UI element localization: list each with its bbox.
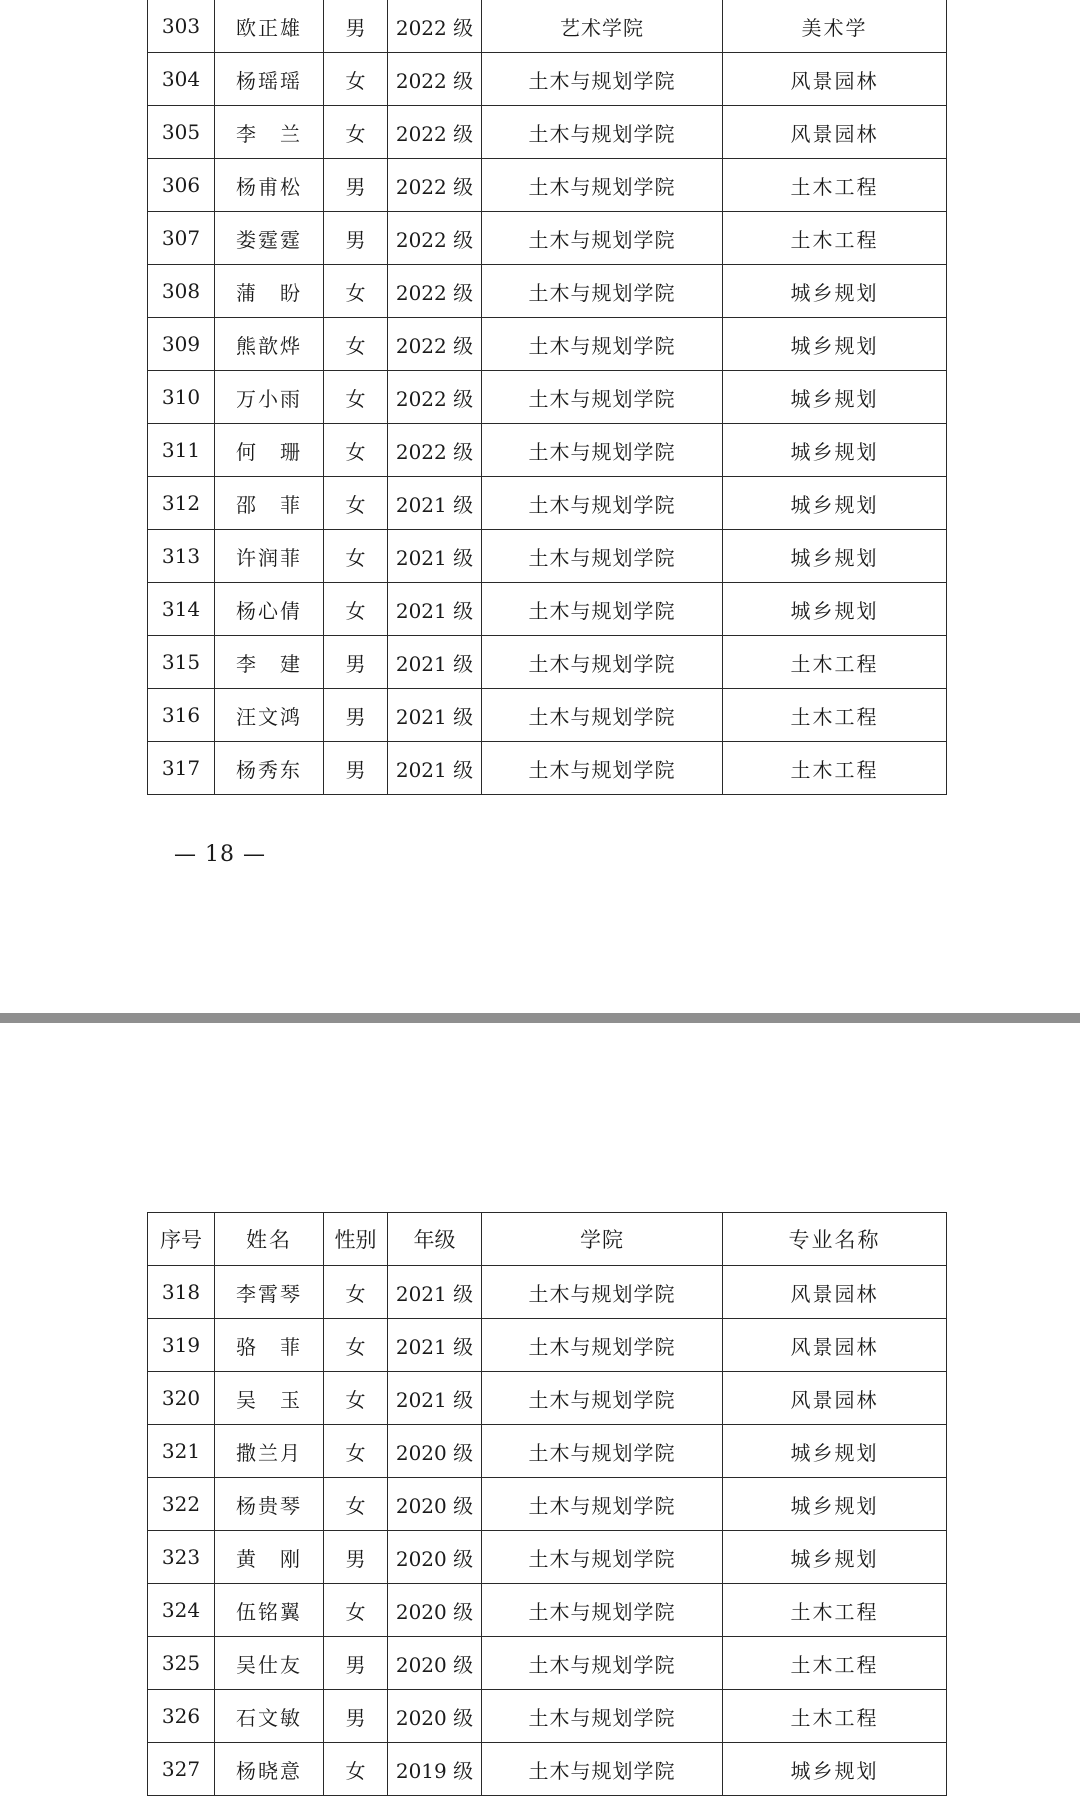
table-row	[148, 1743, 947, 1796]
table-row	[148, 1637, 947, 1690]
student-gender: 男	[324, 689, 388, 742]
student-grade: 2022 级	[388, 159, 482, 212]
student-college: 土木与规划学院	[482, 1425, 723, 1478]
student-gender: 男	[324, 742, 388, 795]
table-row	[148, 0, 947, 53]
row-number: 325	[148, 1637, 215, 1690]
student-name: 杨贵琴	[215, 1478, 324, 1531]
table-row	[148, 318, 947, 371]
table-row	[148, 53, 947, 106]
student-major: 城乡规划	[723, 1531, 947, 1584]
student-gender: 女	[324, 371, 388, 424]
student-gender: 女	[324, 265, 388, 318]
header-name: 姓名	[215, 1213, 324, 1266]
student-gender: 女	[324, 1319, 388, 1372]
table-row	[148, 1531, 947, 1584]
row-number: 303	[148, 0, 215, 53]
student-name: 杨秀东	[215, 742, 324, 795]
row-number: 319	[148, 1319, 215, 1372]
student-college: 土木与规划学院	[482, 371, 723, 424]
student-major: 城乡规划	[723, 424, 947, 477]
student-name: 蒲 盼	[215, 265, 324, 318]
header-gender: 性别	[324, 1213, 388, 1266]
student-name: 邵 菲	[215, 477, 324, 530]
student-name: 吴 玉	[215, 1372, 324, 1425]
row-number: 315	[148, 636, 215, 689]
student-name: 杨晓意	[215, 1743, 324, 1796]
student-major: 美术学	[723, 0, 947, 53]
table-row	[148, 1319, 947, 1372]
student-college: 土木与规划学院	[482, 106, 723, 159]
row-number: 314	[148, 583, 215, 636]
student-major: 土木工程	[723, 1690, 947, 1743]
header-number: 序号	[148, 1213, 215, 1266]
student-college: 土木与规划学院	[482, 1266, 723, 1319]
table-row	[148, 636, 947, 689]
row-number: 326	[148, 1690, 215, 1743]
student-gender: 男	[324, 1690, 388, 1743]
row-number: 306	[148, 159, 215, 212]
student-gender: 男	[324, 212, 388, 265]
student-gender: 女	[324, 1266, 388, 1319]
table-row	[148, 212, 947, 265]
row-number: 321	[148, 1425, 215, 1478]
student-grade: 2020 级	[388, 1425, 482, 1478]
student-grade: 2022 级	[388, 318, 482, 371]
student-grade: 2022 级	[388, 212, 482, 265]
student-grade: 2021 级	[388, 742, 482, 795]
student-major: 城乡规划	[723, 1478, 947, 1531]
student-college: 土木与规划学院	[482, 53, 723, 106]
student-roster-table	[147, 0, 947, 795]
student-name: 李霄琴	[215, 1266, 324, 1319]
student-gender: 男	[324, 159, 388, 212]
row-number: 307	[148, 212, 215, 265]
row-number: 305	[148, 106, 215, 159]
student-grade: 2020 级	[388, 1690, 482, 1743]
student-major: 城乡规划	[723, 1743, 947, 1796]
table-row	[148, 159, 947, 212]
student-major: 城乡规划	[723, 318, 947, 371]
row-number: 317	[148, 742, 215, 795]
student-grade: 2020 级	[388, 1531, 482, 1584]
row-number: 308	[148, 265, 215, 318]
header-row	[148, 1213, 947, 1266]
roster-table-header	[148, 1213, 947, 1266]
student-college: 土木与规划学院	[482, 1584, 723, 1637]
student-college: 土木与规划学院	[482, 1372, 723, 1425]
student-major: 土木工程	[723, 159, 947, 212]
student-grade: 2020 级	[388, 1584, 482, 1637]
student-name: 李 建	[215, 636, 324, 689]
table-row	[148, 265, 947, 318]
roster-table-body	[148, 0, 947, 795]
row-number: 311	[148, 424, 215, 477]
student-gender: 男	[324, 636, 388, 689]
table-row	[148, 1584, 947, 1637]
table-row	[148, 1425, 947, 1478]
student-gender: 女	[324, 1372, 388, 1425]
row-number: 320	[148, 1372, 215, 1425]
student-college: 土木与规划学院	[482, 530, 723, 583]
row-number: 327	[148, 1743, 215, 1796]
table-row	[148, 530, 947, 583]
row-number: 322	[148, 1478, 215, 1531]
table-row	[148, 583, 947, 636]
student-gender: 男	[324, 0, 388, 53]
student-gender: 女	[324, 1478, 388, 1531]
student-name: 骆 菲	[215, 1319, 324, 1372]
student-major: 城乡规划	[723, 583, 947, 636]
student-name: 许润菲	[215, 530, 324, 583]
student-name: 欧正雄	[215, 0, 324, 53]
student-major: 土木工程	[723, 636, 947, 689]
student-gender: 男	[324, 1637, 388, 1690]
row-number: 309	[148, 318, 215, 371]
row-number: 310	[148, 371, 215, 424]
table-row	[148, 1266, 947, 1319]
student-major: 土木工程	[723, 1584, 947, 1637]
student-gender: 女	[324, 1743, 388, 1796]
student-gender: 女	[324, 424, 388, 477]
student-major: 风景园林	[723, 1372, 947, 1425]
student-grade: 2022 级	[388, 53, 482, 106]
table-row	[148, 1372, 947, 1425]
student-name: 汪文鸿	[215, 689, 324, 742]
student-grade: 2022 级	[388, 265, 482, 318]
table-row	[148, 1478, 947, 1531]
student-major: 城乡规划	[723, 265, 947, 318]
header-major: 专业名称	[723, 1213, 947, 1266]
student-name: 杨瑶瑶	[215, 53, 324, 106]
student-name: 石文敏	[215, 1690, 324, 1743]
student-college: 土木与规划学院	[482, 159, 723, 212]
student-college: 土木与规划学院	[482, 1637, 723, 1690]
student-major: 城乡规划	[723, 1425, 947, 1478]
row-number: 324	[148, 1584, 215, 1637]
student-name: 杨心倩	[215, 583, 324, 636]
student-college: 土木与规划学院	[482, 742, 723, 795]
row-number: 323	[148, 1531, 215, 1584]
student-name: 吴仕友	[215, 1637, 324, 1690]
page-separator	[0, 1013, 1080, 1023]
student-grade: 2021 级	[388, 583, 482, 636]
student-gender: 女	[324, 318, 388, 371]
document-page-19	[0, 1023, 1080, 1808]
student-gender: 男	[324, 1531, 388, 1584]
student-major: 土木工程	[723, 212, 947, 265]
row-number: 313	[148, 530, 215, 583]
student-college: 土木与规划学院	[482, 689, 723, 742]
student-college: 土木与规划学院	[482, 583, 723, 636]
student-major: 城乡规划	[723, 530, 947, 583]
student-college: 土木与规划学院	[482, 265, 723, 318]
student-gender: 女	[324, 477, 388, 530]
student-grade: 2019 级	[388, 1743, 482, 1796]
table-row	[148, 1690, 947, 1743]
student-major: 风景园林	[723, 106, 947, 159]
student-gender: 女	[324, 53, 388, 106]
student-grade: 2021 级	[388, 689, 482, 742]
student-college: 土木与规划学院	[482, 1690, 723, 1743]
student-college: 土木与规划学院	[482, 318, 723, 371]
student-grade: 2020 级	[388, 1637, 482, 1690]
student-name: 黄 刚	[215, 1531, 324, 1584]
student-gender: 女	[324, 106, 388, 159]
table-row	[148, 477, 947, 530]
student-name: 撒兰月	[215, 1425, 324, 1478]
student-college: 艺术学院	[482, 0, 723, 53]
student-name: 何 珊	[215, 424, 324, 477]
student-grade: 2022 级	[388, 371, 482, 424]
student-major: 风景园林	[723, 1319, 947, 1372]
student-grade: 2021 级	[388, 1266, 482, 1319]
student-college: 土木与规划学院	[482, 1478, 723, 1531]
student-college: 土木与规划学院	[482, 1531, 723, 1584]
student-grade: 2020 级	[388, 1478, 482, 1531]
student-major: 风景园林	[723, 1266, 947, 1319]
table-row	[148, 689, 947, 742]
student-college: 土木与规划学院	[482, 1743, 723, 1796]
student-grade: 2021 级	[388, 530, 482, 583]
student-name: 李 兰	[215, 106, 324, 159]
roster-table-body	[148, 1266, 947, 1796]
student-gender: 女	[324, 1584, 388, 1637]
row-number: 312	[148, 477, 215, 530]
student-major: 土木工程	[723, 742, 947, 795]
table-row	[148, 371, 947, 424]
student-major: 风景园林	[723, 53, 947, 106]
student-grade: 2021 级	[388, 1372, 482, 1425]
student-college: 土木与规划学院	[482, 1319, 723, 1372]
student-grade: 2022 级	[388, 106, 482, 159]
student-name: 伍铭翼	[215, 1584, 324, 1637]
header-college: 学院	[482, 1213, 723, 1266]
table-row	[148, 106, 947, 159]
student-major: 城乡规划	[723, 371, 947, 424]
row-number: 304	[148, 53, 215, 106]
student-grade: 2021 级	[388, 477, 482, 530]
student-name: 娄霆霆	[215, 212, 324, 265]
student-major: 土木工程	[723, 1637, 947, 1690]
student-grade: 2021 级	[388, 1319, 482, 1372]
student-college: 土木与规划学院	[482, 212, 723, 265]
student-college: 土木与规划学院	[482, 636, 723, 689]
student-college: 土木与规划学院	[482, 477, 723, 530]
student-name: 万小雨	[215, 371, 324, 424]
student-name: 杨甫松	[215, 159, 324, 212]
student-name: 熊歆烨	[215, 318, 324, 371]
row-number: 318	[148, 1266, 215, 1319]
student-gender: 女	[324, 583, 388, 636]
student-roster-table	[147, 1212, 947, 1796]
header-grade: 年级	[388, 1213, 482, 1266]
student-gender: 女	[324, 1425, 388, 1478]
student-grade: 2021 级	[388, 636, 482, 689]
table-row	[148, 424, 947, 477]
row-number: 316	[148, 689, 215, 742]
student-grade: 2022 级	[388, 424, 482, 477]
student-grade: 2022 级	[388, 0, 482, 53]
student-college: 土木与规划学院	[482, 424, 723, 477]
table-row	[148, 742, 947, 795]
student-gender: 女	[324, 530, 388, 583]
student-major: 土木工程	[723, 689, 947, 742]
student-major: 城乡规划	[723, 477, 947, 530]
page-number: — 18 —	[174, 842, 266, 867]
